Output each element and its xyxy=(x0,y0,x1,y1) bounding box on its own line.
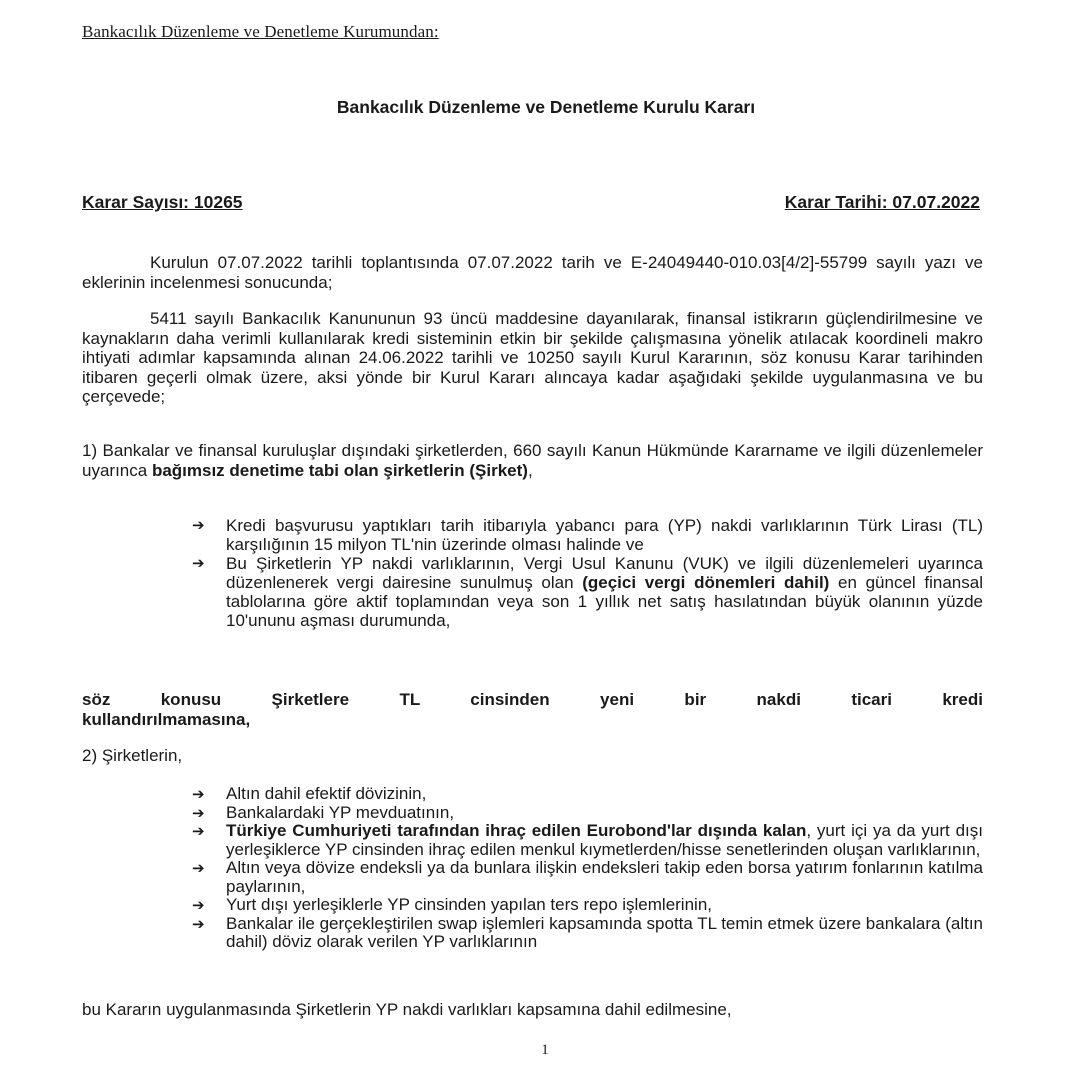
list-item-text: Bu Şirketlerin YP nakdi varlıklarının, Vergi Usul Kanunu (VUK) ve ilgili düzenlemeleri uyarınca düzenlenerek vergi dairesine sunulmuş olan xyxy=(226,554,983,592)
arrow-right-icon: ➔ xyxy=(192,803,205,822)
list-item xyxy=(192,915,983,952)
item-1-text: 1) Bankalar ve finansal kuruluşlar dışındaki şirketlerden, 660 sayılı Kanun Hükmünde Kararname ve ilgili düzenlemeler uyarınca xyxy=(82,441,983,480)
paragraph-item-2: 2) Şirketlerin, xyxy=(82,746,183,765)
list-item xyxy=(192,859,983,896)
list-item-text: Altın veya dövize endeksli ya da bunlara ilişkin endeksleri takip eden borsa yatırım fonlarının katılma paylarının, xyxy=(226,858,983,896)
list-item xyxy=(192,804,983,823)
list-item-text: Kredi başvurusu yaptıkları tarih itibarıyla yabancı para (YP) nakdi varlıklarının Türk Lirası (TL) karşılığının 15 milyon TL'nin üzerinde olması halinde ve xyxy=(226,516,983,554)
paragraph-credit-restriction xyxy=(82,690,983,729)
arrow-right-icon: ➔ xyxy=(192,785,205,803)
paragraph-inclusion: bu Kararın uygulanmasında Şirketlerin YP nakdi varlıkları kapsamına dahil edilmesine, xyxy=(82,1000,732,1019)
item-1-comma: , xyxy=(527,460,533,480)
arrow-right-icon: ➔ xyxy=(192,859,205,877)
list-item-text: Bankalardaki YP mevduatının, xyxy=(226,802,455,822)
excluded-assets-list xyxy=(192,785,983,952)
paragraph-item-1 xyxy=(82,441,983,480)
document-title: Bankacılık Düzenleme ve Denetleme Kurulu Kararı xyxy=(336,97,756,117)
decision-number: Karar Sayısı: 10265 xyxy=(82,192,243,212)
credit-restriction-line-2: kullandırılmamasına, xyxy=(82,709,251,729)
arrow-right-icon: ➔ xyxy=(192,516,205,534)
arrow-right-icon: ➔ xyxy=(192,822,205,840)
decision-date: Karar Tarihi: 07.07.2022 xyxy=(784,192,980,212)
list-item-bold-text: Türkiye Cumhuriyeti tarafından ihraç edilen Eurobond'lar dışında kalan xyxy=(226,821,807,840)
page-number: 1 xyxy=(541,1042,549,1058)
issuing-institution: Bankacılık Düzenleme ve Denetleme Kurumundan: xyxy=(82,22,439,41)
list-item-text: Altın dahil efektif dövizinin, xyxy=(226,784,427,803)
list-item-text: Yurt dışı yerleşiklerle YP cinsinden yapılan ters repo işlemlerinin, xyxy=(226,895,712,914)
paragraph-legal-basis: 5411 sayılı Bankacılık Kanununun 93 üncü maddesine dayanılarak, finansal istikrarın güçlendirilmesine ve kaynakların daha verimli kullanılarak kredi sisteminin etkin bir şekilde çalışmasına yönelik atılacak koordineli makro ihtiyati adımlar kapsamında alınan 24.06.2022 tarihli ve 10250 sayılı Kurul Kararının, söz konusu Karar tarihinden itibaren geçerli olmak üzere, aksi yönde bir Kurul Kararı alıncaya kadar aşağıdaki şekilde uygulanmasına ve bu çerçevede; xyxy=(82,309,983,406)
item-1-bold-text: bağımsız denetime tabi olan şirketlerin (Şirket) xyxy=(151,460,528,480)
arrow-right-icon: ➔ xyxy=(192,554,205,572)
credit-restriction-line-1: söz konusu Şirketlere TL cinsinden yeni bir nakdi ticari kredi xyxy=(82,690,983,709)
list-item xyxy=(192,785,983,804)
list-item-bold-text: (geçici vergi dönemleri dahil) xyxy=(582,573,830,592)
paragraph-meeting: Kurulun 07.07.2022 tarihli toplantısında 07.07.2022 tarih ve E-24049440-010.03[4/2]-55799 sayılı yazı ve eklerinin incelenmesi sonucunda; xyxy=(82,253,983,292)
list-item xyxy=(192,554,983,630)
arrow-right-icon: ➔ xyxy=(192,896,205,914)
list-item-text: en güncel finansal tablolarına göre aktif toplamından veya son 1 yıllık net satış hasılatından büyük olanının yüzde 10'ununu aşması durumunda, xyxy=(226,573,983,630)
list-item-text: Bankalar ile gerçekleştirilen swap işlemleri kapsamında spotta TL temin etmek üzere bankalara (altın dahil) döviz olarak verilen YP varlıklarının xyxy=(226,913,983,951)
list-item xyxy=(192,822,983,859)
criteria-list xyxy=(192,516,983,630)
arrow-right-icon: ➔ xyxy=(192,914,205,933)
list-item xyxy=(192,516,983,554)
list-item-text: , yurt içi ya da yurt dışı yerleşiklerce YP cinsinden ihraç edilen menkul kıymetlerden/hisse senetlerinden oluşan varlıklarının, xyxy=(226,821,983,859)
list-item xyxy=(192,896,983,915)
